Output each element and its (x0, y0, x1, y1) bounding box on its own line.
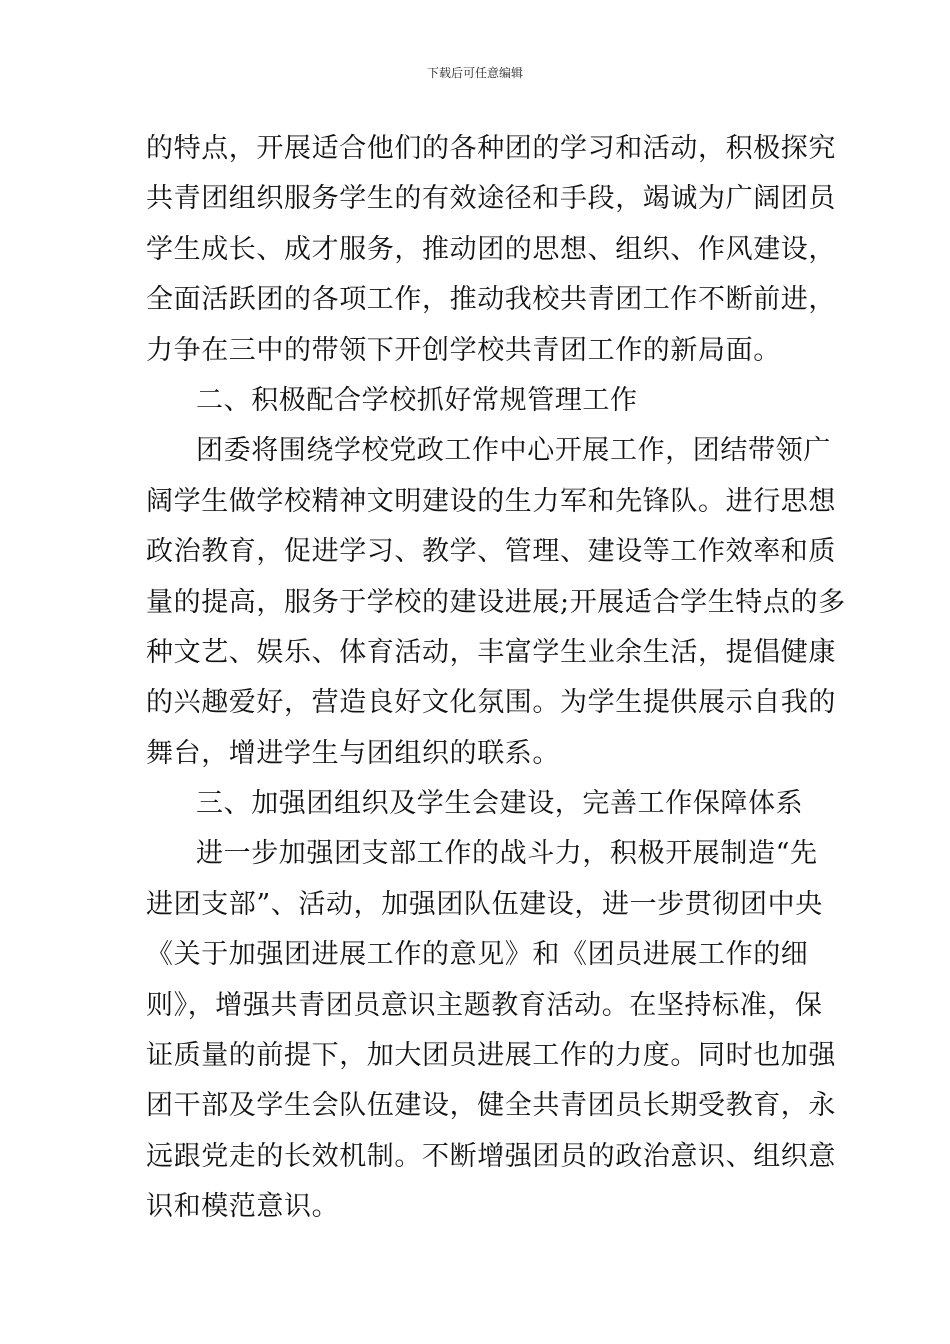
section-heading-3: 三、加强团组织及学生会建设，完善工作保障体系 (196, 788, 804, 820)
text-line: 的兴趣爱好，营造良好文化氛围。为学生提供展示自我的 (146, 687, 836, 719)
paragraph-start: 团委将围绕学校党政工作中心开展工作，团结带领广 (196, 435, 831, 467)
text-line: 种文艺、娱乐、体育活动，丰富学生业余生活，提倡健康 (146, 636, 836, 668)
text-line: 团干部及学生会队伍建设，健全共青团员长期受教育，永 (146, 1090, 836, 1122)
page-header-note: 下载后可任意编辑 (426, 66, 523, 80)
text-line: 证质量的前提下，加大团员进展工作的力度。同时也加强 (146, 1040, 836, 1072)
section-heading-2: 二、积极配合学校抓好常规管理工作 (196, 384, 638, 416)
text-line: 力争在三中的带领下开创学校共青团工作的新局面。 (146, 334, 781, 366)
text-line: 进团支部”、活动，加强团队伍建设，进一步贯彻团中央 (146, 888, 823, 920)
text-line: 则》，增强共青团员意识主题教育活动。在坚持标准，保 (146, 989, 823, 1021)
text-line: 识和模范意识。 (146, 1191, 340, 1223)
text-line: 舞台，增进学生与团组织的联系。 (146, 737, 560, 769)
text-line: 阔学生做学校精神文明建设的生力军和先锋队。进行思想 (146, 485, 836, 517)
text-line: 《关于加强团进展工作的意见》和《团员进展工作的细 (146, 939, 809, 971)
document-body (146, 124, 846, 1233)
text-line: 学生成长、成才服务，推动团的思想、组织、作风建设， (146, 233, 836, 265)
text-line: 的特点，开展适合他们的各种团的学习和活动，积极探究 (146, 133, 836, 164)
paragraph-start: 进一步加强团支部工作的战斗力，积极开展制造“先 (196, 838, 818, 870)
text-line: 政治教育，促进学习、教学、管理、建设等工作效率和质 (146, 536, 836, 568)
text-line: 共青团组织服务学生的有效途径和手段，竭诚为广阔团员 (146, 183, 836, 215)
text-line: 远跟党走的长效机制。不断增强团员的政治意识、组织意 (146, 1140, 836, 1172)
text-line: 全面活跃团的各项工作，推动我校共青团工作不断前进， (146, 284, 836, 316)
text-line: 量的提高，服务于学校的建设进展;开展适合学生特点的多 (146, 586, 846, 618)
